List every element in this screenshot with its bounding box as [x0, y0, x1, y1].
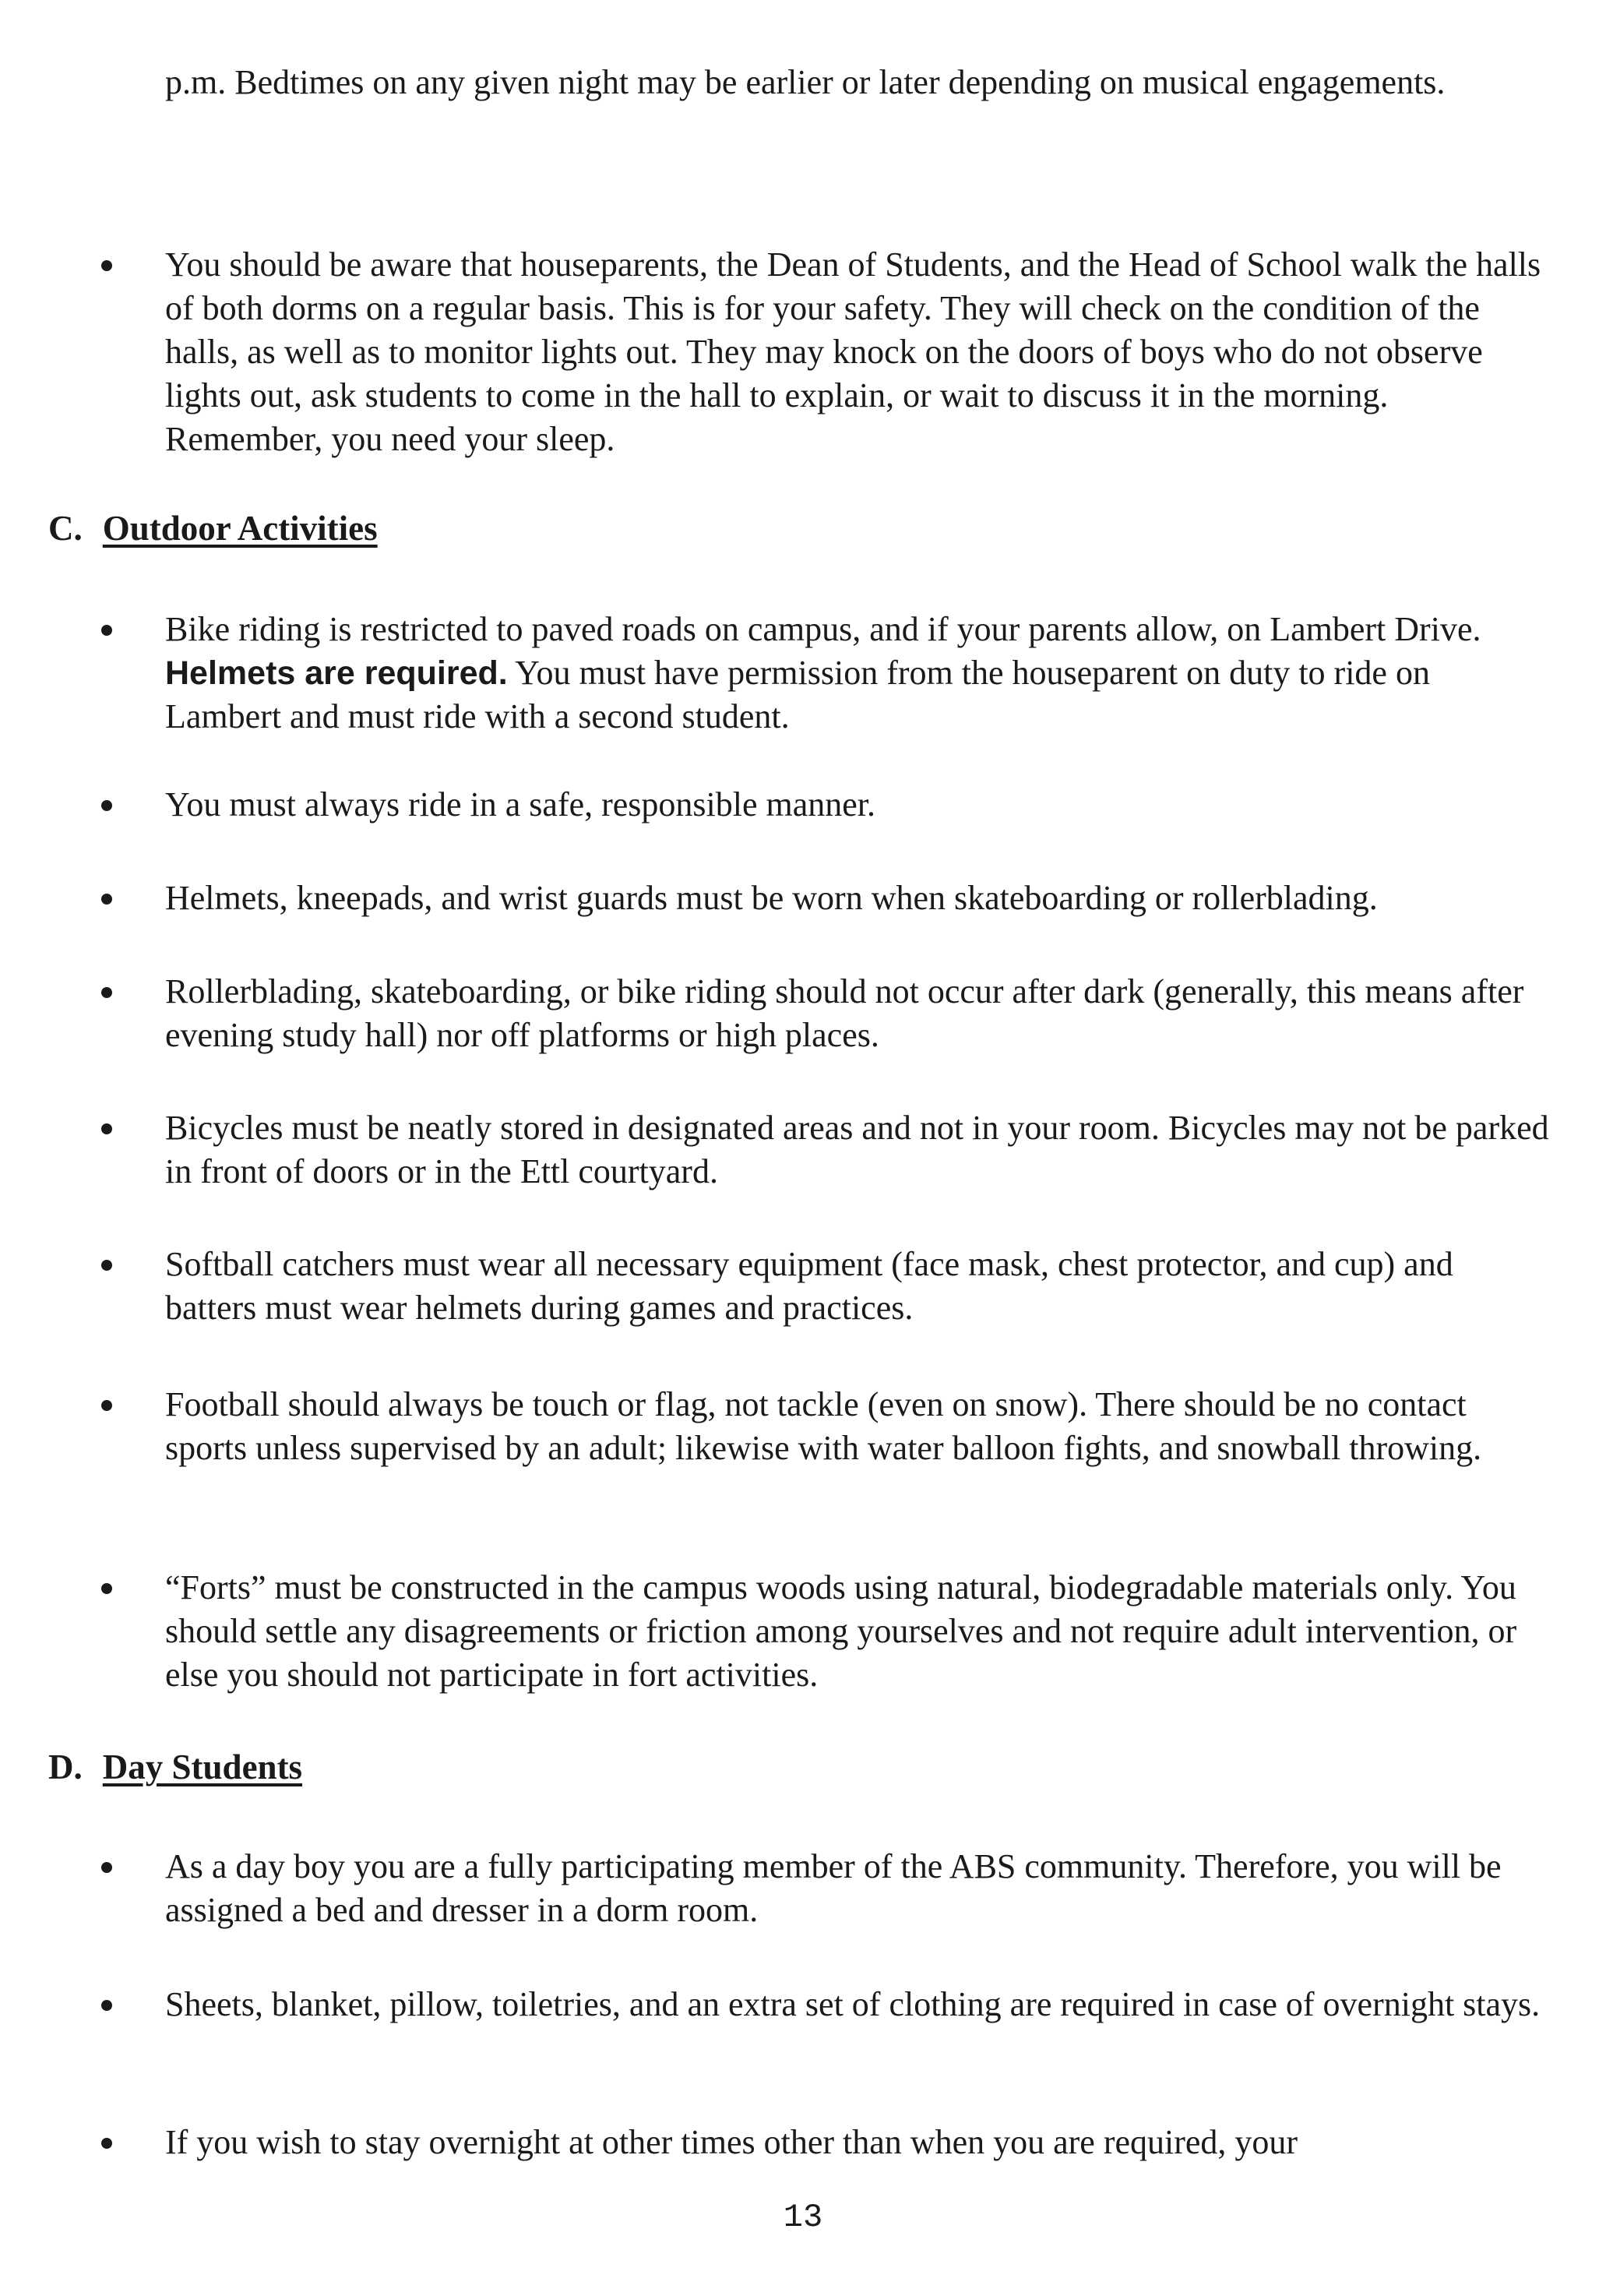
section-title: Outdoor Activities — [102, 509, 378, 548]
bullet-icon — [101, 625, 112, 636]
bullet-text: You should be aware that houseparents, the Dean of Students, and the Head of School walk the halls of both dorms on a regular basis. This is for your safety. They will check on the condition of the halls, as well as to monitor lights out. They may knock on the doors of boys who do not observe lights out, ask students to come in the hall to explain, or wait to discuss it in the morning. Remember, you need your sleep. — [165, 245, 1541, 458]
bullet-text: Rollerblading, skateboarding, or bike riding should not occur after dark (generally, this means after evening study hall) nor off platforms or high places. — [165, 972, 1524, 1054]
bullet-text: Softball catchers must wear all necessary equipment (face mask, chest protector, and cup) and batters must wear helmets during games and practices. — [165, 1245, 1453, 1327]
bullet-icon — [101, 894, 112, 905]
bullet-icon — [101, 1583, 112, 1594]
page-number: 13 — [783, 2199, 823, 2236]
bullet-text: Sheets, blanket, pillow, toiletries, and an extra set of clothing are required in case of overnight stays. — [165, 1985, 1541, 2023]
bullet-icon — [101, 800, 112, 811]
bullet-text: As a day boy you are a fully participating member of the ABS community. Therefore, you will be assigned a bed and dresser in a dorm room. — [165, 1847, 1502, 1929]
bullet-icon — [101, 2138, 112, 2149]
bold-emphasis: Helmets are required. — [165, 654, 508, 692]
bullet-text: If you wish to stay overnight at other times other than when you are required, your — [165, 2123, 1298, 2161]
bullet-text: You must always ride in a safe, responsible manner. — [165, 785, 876, 824]
section-letter: D. — [48, 1748, 83, 1786]
bullet-icon — [101, 1862, 112, 1873]
bullet-text — [165, 608, 1551, 739]
bullet-text-part: Bike riding is restricted to paved roads on campus, and if your parents allow, on Lambert Drive. — [165, 610, 1481, 648]
bullet-text: Bicycles must be neatly stored in designated areas and not in your room. Bicycles may not be parked in front of doors or in the Ettl courtyard. — [165, 1109, 1549, 1190]
bullet-text-part: You must have permission from the houseparent on duty to ride on Lambert and must ride with a second student. — [165, 654, 1430, 735]
bullet-icon — [101, 1123, 112, 1134]
bullet-icon — [101, 260, 112, 271]
bullet-text: Football should always be touch or flag, not tackle (even on snow). There should be no contact sports unless supervised by an adult; likewise with water balloon fights, and snowball throwing. — [165, 1385, 1482, 1467]
bullet-icon — [101, 2000, 112, 2011]
section-title: Day Students — [102, 1748, 303, 1786]
section-letter: C. — [48, 509, 83, 548]
bullet-icon — [101, 1400, 112, 1411]
bullet-icon — [101, 1260, 112, 1271]
bullet-text: “Forts” must be constructed in the campus woods using natural, biodegradable materials only. You should settle any disagreements or friction among yourselves and not require adult intervention, or else you should not participate in fort activities. — [165, 1568, 1517, 1694]
section-heading-d — [48, 1745, 302, 1789]
section-heading-c — [48, 506, 378, 550]
bullet-icon — [101, 987, 112, 998]
intro-paragraph: p.m. Bedtimes on any given night may be earlier or later depending on musical engagements. — [165, 63, 1446, 101]
bullet-text: Helmets, kneepads, and wrist guards must be worn when skateboarding or rollerblading. — [165, 879, 1378, 917]
